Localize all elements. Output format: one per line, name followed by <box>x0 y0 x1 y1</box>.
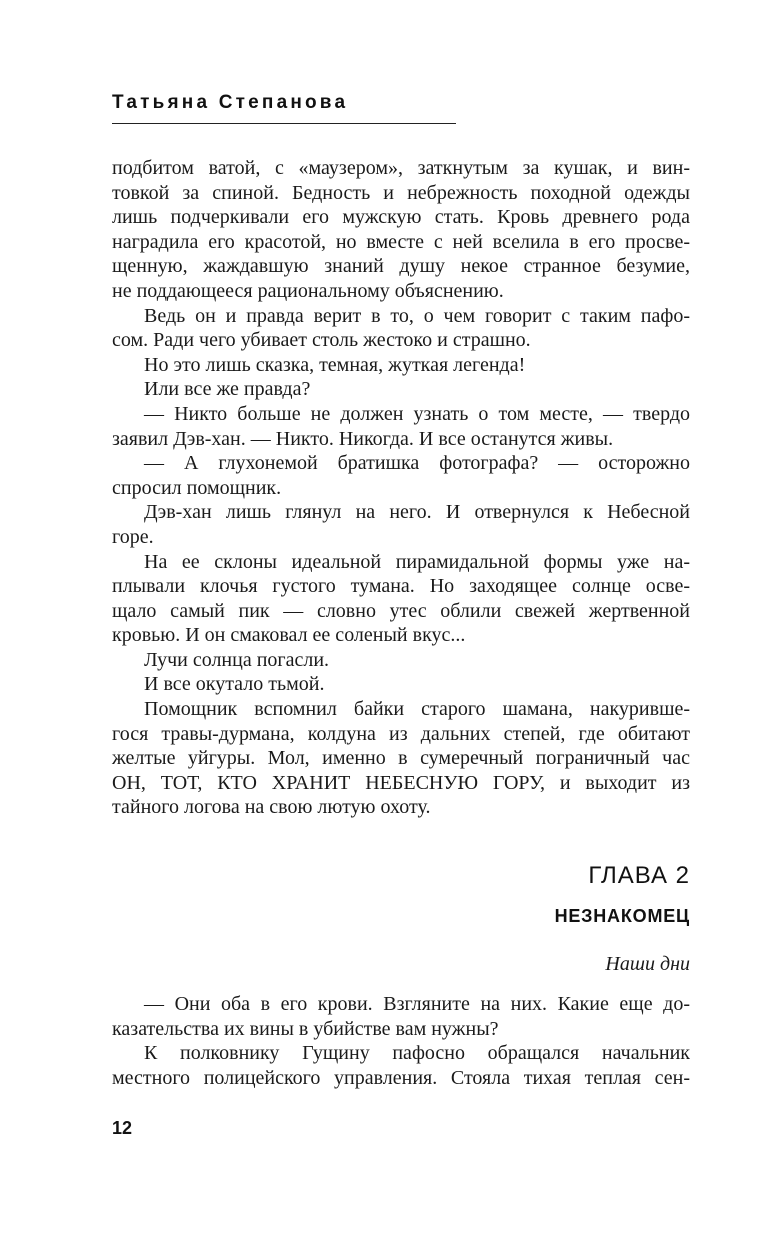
chapter-epigraph: Наши дни <box>605 953 690 975</box>
header-rule <box>112 123 456 124</box>
chapter-subtitle: НЕЗНАКОМЕЦ <box>554 906 690 926</box>
text-line: Дэв-хан лишь глянул на него. И отвернулся к Небесной <box>144 501 690 524</box>
text-line: горе. <box>112 525 154 548</box>
chapter-title: ГЛАВА 2 <box>588 862 690 889</box>
text-line: — Никто больше не должен узнать о том месте, — твердо <box>144 402 690 425</box>
text-line: заявил Дэв-хан. — Никто. Никогда. И все останутся живы. <box>112 427 614 450</box>
text-line: ОН, ТОТ, КТО ХРАНИТ НЕБЕСНУЮ ГОРУ, и выходит из <box>112 771 690 794</box>
text-line: спросил помощник. <box>112 476 282 499</box>
text-line: — Они оба в его крови. Взгляните на них. Какие еще до- <box>144 993 690 1015</box>
running-head-author: Татьяна Степанова <box>112 92 349 113</box>
text-line: кровью. И он смаковал ее соленый вкус... <box>112 624 466 647</box>
text-line: местного полицейского управления. Стояла тихая теплая сен- <box>112 1066 690 1089</box>
text-line: — А глухонемой братишка фотографа? — осторожно <box>144 452 690 475</box>
body-text-section-2 <box>112 992 690 1090</box>
text-line: тайного логова на свою лютую охоту. <box>112 796 431 819</box>
text-line: щенную, жаждавшую знаний душу некое странное безумие, <box>112 255 690 278</box>
text-line: Ведь он и правда верит в то, о чем говорит с таким пафо- <box>144 304 690 327</box>
text-line: плывали клочья густого тумана. Но заходящее солнце осве- <box>112 575 690 598</box>
text-line: Но это лишь сказка, темная, жуткая легенда! <box>144 353 526 376</box>
text-line: Или все же правда? <box>144 378 311 401</box>
text-line: К полковнику Гущину пафосно обращался начальник <box>144 1042 690 1065</box>
page-number: 12 <box>112 1118 133 1138</box>
text-line: желтые уйгуры. Мол, именно в сумеречный пограничный час <box>112 747 690 770</box>
text-line: На ее склоны идеальной пирамидальной формы уже на- <box>144 550 690 573</box>
text-line: лишь подчеркивали его мужскую стать. Кровь древнего рода <box>112 206 690 229</box>
text-line: И все окутало тьмой. <box>144 673 325 696</box>
body-text-section-1 <box>112 156 690 820</box>
text-line: Лучи солнца погасли. <box>144 648 330 671</box>
text-line: Помощник вспомнил байки старого шамана, накуривше- <box>144 698 690 721</box>
text-line: щало самый пик — словно утес облили свежей жертвенной <box>112 599 690 622</box>
text-line: сом. Ради чего убивает столь жестоко и страшно. <box>112 329 531 352</box>
text-line: подбитом ватой, с «маузером», заткнутым за кушак, и вин- <box>112 157 690 179</box>
text-line: казательства их вины в убийстве вам нужны? <box>112 1017 499 1040</box>
text-line: не поддающееся рациональному объяснению. <box>112 279 504 302</box>
text-line: наградила его красотой, но вместе с ней вселила в его просве- <box>112 230 690 253</box>
text-line: гося травы-дурмана, колдуна из дальних степей, где обитают <box>112 722 690 745</box>
text-line: товкой за спиной. Бедность и небрежность походной одежды <box>112 181 690 204</box>
